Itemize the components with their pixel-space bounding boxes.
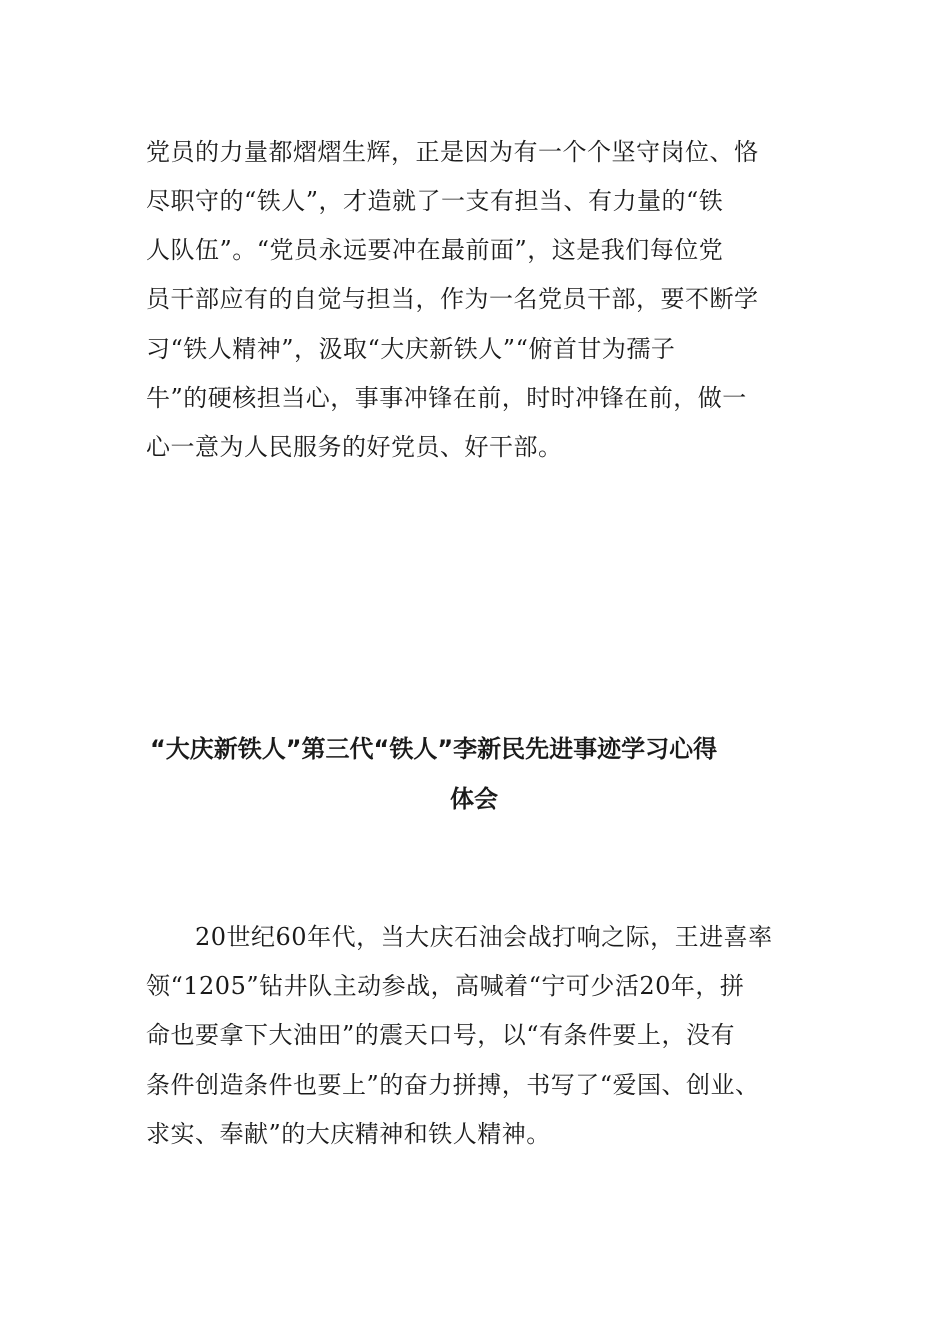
paragraph-line: 员干部应有的自觉与担当，作为一名党员干部，要不断学 <box>146 285 759 313</box>
paragraph-line: 尽职守的“铁人”，才造就了一支有担当、有力量的“铁 <box>146 187 724 215</box>
paragraph-line: 党员的力量都熠熠生辉，正是因为有一个个坚守岗位、恪 <box>146 138 759 166</box>
heading-line: 体会 <box>450 785 498 813</box>
paragraph-line: 领“1205”钻井队主动参战，高喊着“宁可少活20年，拼 <box>146 972 745 1000</box>
paragraph-line: 20世纪60年代，当大庆石油会战打响之际，王进喜率 <box>195 923 773 951</box>
heading-line: “大庆新铁人”第三代“铁人”李新民先进事迹学习心得 <box>150 735 718 763</box>
paragraph-line: 心一意为人民服务的好党员、好干部。 <box>146 433 563 461</box>
paragraph-line: 牛”的硬核担当心，事事冲锋在前，时时冲锋在前，做一 <box>146 384 747 412</box>
paragraph-line: 人队伍”。“党员永远要冲在最前面”，这是我们每位党 <box>146 236 724 264</box>
paragraph-line: 命也要拿下大油田”的震天口号，以“有条件要上，没有 <box>146 1021 736 1049</box>
paragraph-line: 求实、奉献”的大庆精神和铁人精神。 <box>146 1120 551 1148</box>
paragraph-line: 习“铁人精神”，汲取“大庆新铁人”“俯首甘为孺子 <box>146 335 676 363</box>
paragraph-line: 条件创造条件也要上”的奋力拼搏，书写了“爱国、创业、 <box>146 1071 760 1099</box>
